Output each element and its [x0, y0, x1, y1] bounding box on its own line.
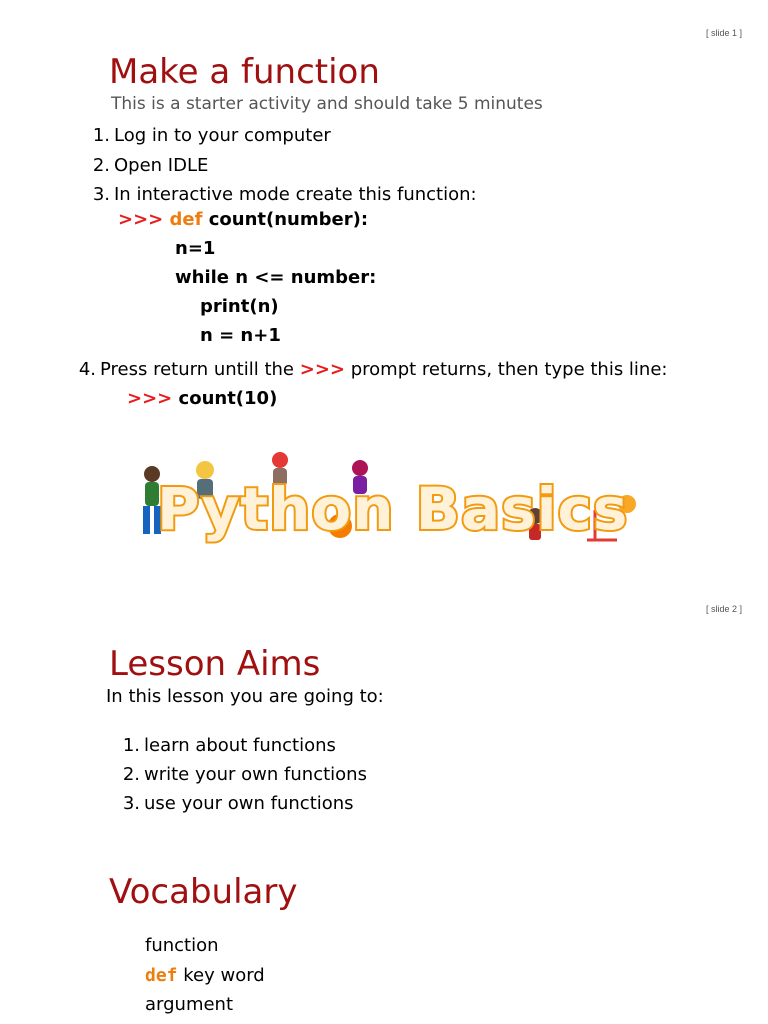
prompt-symbol: >>> — [127, 388, 173, 409]
vocab-item-text: key word — [183, 965, 265, 986]
list-number: 2. — [92, 155, 110, 176]
vocab-item: function — [145, 935, 219, 956]
code-line — [127, 388, 277, 409]
section-title: Lesson Aims — [109, 644, 321, 684]
vocab-item: argument — [145, 994, 234, 1015]
list-number: 1. — [92, 125, 110, 146]
code-line — [118, 209, 368, 230]
prompt-symbol: >>> — [299, 359, 345, 380]
code-line: n = n+1 — [200, 325, 281, 346]
code-line: while n <= number: — [175, 267, 377, 288]
list-item — [76, 359, 667, 380]
slide-tag: [ slide 2 ] — [705, 604, 742, 614]
list-item — [90, 184, 477, 205]
code-line: n=1 — [175, 238, 216, 259]
list-item — [120, 793, 354, 814]
list-item-text: prompt returns, then type this line: — [350, 359, 668, 380]
list-item-text: use your own functions — [144, 793, 354, 814]
list-number: 3. — [92, 184, 110, 205]
list-item-text: In interactive mode create this function: — [114, 184, 477, 205]
prompt-symbol: >>> — [118, 209, 164, 230]
list-item-text: learn about functions — [144, 735, 336, 756]
list-item — [90, 155, 208, 176]
banner-title: Python Basics — [157, 475, 629, 543]
list-number: 2. — [122, 764, 140, 785]
list-item-text: Press return untill the — [100, 359, 294, 380]
list-item — [120, 735, 336, 756]
python-basics-banner — [125, 448, 645, 556]
list-number: 3. — [122, 793, 140, 814]
list-item — [120, 764, 367, 785]
section-title: Vocabulary — [109, 872, 298, 912]
def-keyword: def — [169, 209, 203, 230]
list-item-text: Log in to your computer — [114, 125, 331, 146]
code-text: count(10) — [178, 388, 278, 409]
list-number: 4. — [78, 359, 96, 380]
subtitle: This is a starter activity and should take 5 minutes — [111, 94, 543, 114]
code-line: print(n) — [200, 296, 279, 317]
list-item-text: write your own functions — [144, 764, 367, 785]
intro-text: In this lesson you are going to: — [106, 686, 384, 707]
list-item-text: Open IDLE — [114, 155, 209, 176]
def-keyword: def — [145, 965, 178, 986]
page-title: Make a function — [109, 52, 380, 92]
slide-tag: [ slide 1 ] — [705, 28, 742, 38]
list-item — [90, 125, 331, 146]
vocab-item — [145, 965, 265, 986]
code-text: count(number): — [208, 209, 369, 230]
list-number: 1. — [122, 735, 140, 756]
